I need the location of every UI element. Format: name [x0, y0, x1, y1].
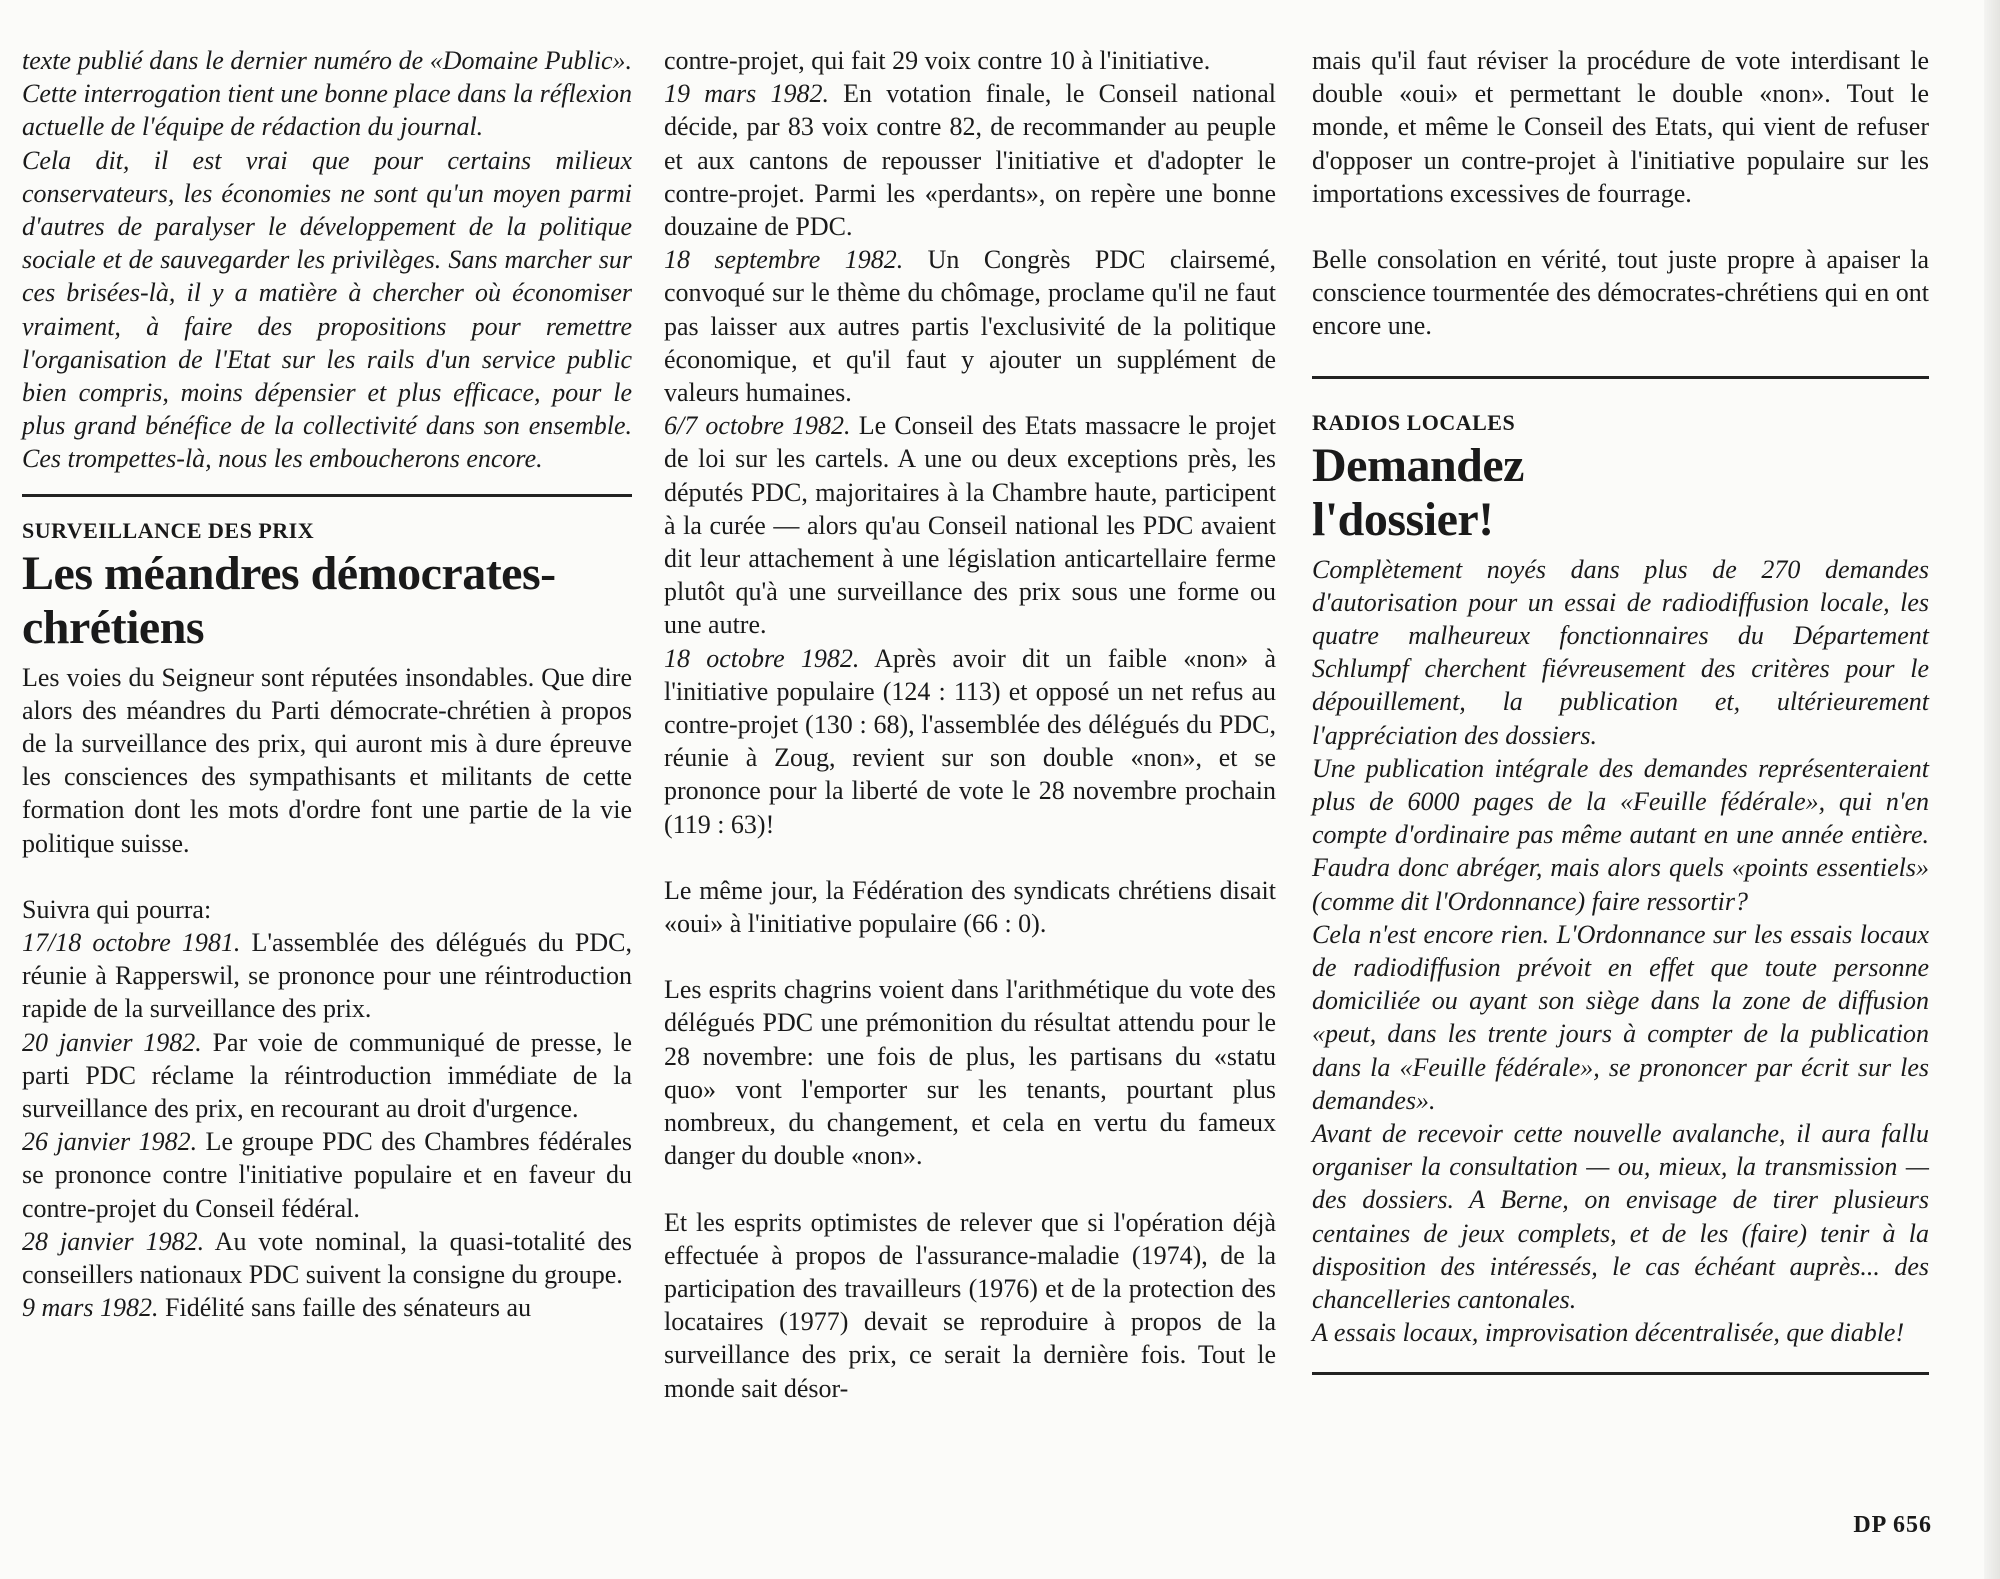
timeline-date: 19 mars 1982. [664, 79, 829, 109]
timeline-text: L'assemblée des délégués du PDC, réunie à Rapperswil, se prononce pour une réintroduction rapide de la surveillance des prix. [22, 928, 633, 1024]
timeline-text: En votation finale, le Conseil national décide, par 83 voix contre 82, de recommander au peuple et aux cantons de repousser l'initiative et d'adopter le contre-projet. Parmi les «perdants», on repère une bonne douzaine de PDC. [664, 79, 1276, 242]
timeline-entry [22, 1125, 632, 1225]
timeline-entry [664, 243, 1276, 409]
timeline-date: 26 janvier 1982. [22, 1127, 198, 1157]
body-paragraph: Belle consolation en vérité, tout juste propre à apaiser la conscience tourmentée des démocrates-chrétiens qui en ont encore une. [1312, 245, 1929, 341]
article-intro: Les voies du Seigneur sont réputées insondables. Que dire alors des méandres du Parti démocrate-chrétien à propos de la surveillance des prix, qui auront mis à dure épreuve les consciences des sympathisants et militants de cette formation dont les mots d'ordre font une partie de la vie politique suisse. [22, 662, 632, 858]
article-paragraph: Cela n'est encore rien. L'Ordonnance sur les essais locaux de radiodiffusion prévoit en effet que toute personne domiciliée ou ayant son siège dans la zone de diffusion «peut, dans les trente jours à compter de la publication dans la «Feuille fédérale», se prononcer par écrit sur les demandes». [1312, 919, 1929, 1115]
timeline-text: Après avoir dit un faible «non» à l'initiative populaire (124 : 113) et opposé un net refus au contre-projet (130 : 68), l'assemblée des délégués du PDC, réunie à Zoug, revient sur son double «non», et se prononce pour la liberté de vote le 28 novembre prochain (119 : 63)! [664, 643, 1276, 839]
column-2 [664, 44, 1276, 1405]
timeline-date: 18 septembre 1982. [664, 245, 904, 275]
timeline-text: Au vote nominal, la quasi-totalité des conseillers nationaux PDC suivent la consigne du groupe. [22, 1226, 632, 1290]
article-paragraph: Avant de recevoir cette nouvelle avalanche, il aura fallu organiser la consultation — ou, mieux, la transmission — des dossiers. A Berne, on envisage de tirer plusieurs centaines de jeux complets, et de les (faire) tenir à la disposition des intéressés, le cas échéant auprès... des chancelleries cantonales. [1312, 1119, 1929, 1315]
timeline-text: Le Conseil des Etats massacre le projet de loi sur les cartels. A une ou deux exceptions près, les députés PDC, majoritaires à la Chambre haute, participent à la curée — alors qu'au Conseil national les PDC avaient dit leur attachement à une législation anticartellaire ferme plutôt qu'à une surveillance des prix sous une forme ou une autre. [664, 411, 1277, 640]
section-divider [1312, 1372, 1929, 1375]
page-edge [1984, 0, 2000, 1579]
timeline-entry [22, 926, 632, 1026]
body-paragraph: Et les esprits optimistes de relever que si l'opération déjà effectuée à propos de l'assurance-maladie (1974), de la participation des travailleurs (1976) et de la protection des locataires (1977) devait se reproduire à propos de la surveillance des prix, ce serait la dernière fois. Tout le monde sait désor- [664, 1207, 1276, 1403]
timeline-text: Fidélité sans faille des sénateurs au [158, 1293, 532, 1323]
body-paragraph: Le même jour, la Fédération des syndicats chrétiens disait «oui» à l'initiative populaire (66 : 0). [664, 875, 1276, 939]
timeline-text: Le groupe PDC des Chambres fédérales se prononce contre l'initiative populaire et en faveur du contre-projet du Conseil fédéral. [22, 1127, 632, 1223]
timeline-text: Par voie de communiqué de presse, le parti PDC réclame la réintroduction immédiate de la surveillance des prix, en recourant au droit d'urgence. [22, 1027, 632, 1124]
body-paragraph: mais qu'il faut réviser la procédure de vote interdisant le double «oui» et permettant le double «non». Tout le monde, et même le Conseil des Etats, qui vient de refuser d'opposer un contre-projet à l'initiative populaire sur les importations excessives de fourrage. [1312, 46, 1929, 208]
article-paragraph: A essais locaux, improvisation décentralisée, que diable! [1312, 1318, 1905, 1348]
timeline-entry [22, 1026, 632, 1126]
article-kicker: SURVEILLANCE DES PRIX [22, 517, 315, 543]
timeline-entry [22, 1291, 632, 1324]
timeline-date: 6/7 octobre 1982. [664, 411, 851, 441]
timeline-entry [664, 409, 1276, 641]
section-divider [22, 494, 632, 497]
timeline-lead: Suivra qui pourra: [22, 894, 212, 924]
page-footer: DP 656 [1853, 1512, 1932, 1538]
editorial-paragraph: Cela dit, il est vrai que pour certains milieux conservateurs, les économies ne sont qu'un moyen parmi d'autres de paralyser le développement de la politique sociale et de sauvegarder les privilèges. Sans marcher sur ces brisées-là, il y a matière à chercher où économiser vraiment, à faire des propositions pour remettre l'organisation de l'Etat sur les rails d'un service public bien compris, moins dépensier et plus efficace, pour le plus grand bénéfice de la collectivité dans son ensemble. Ces trompettes-là, nous les emboucherons encore. [22, 145, 632, 474]
article-paragraph: Une publication intégrale des demandes représenteraient plus de 6000 pages de la «Feuille fédérale», qui n'en compte d'ordinaire pas même autant en une année entière. Faudra donc abréger, mais alors quels «points essentiels» (comme dit l'Ordonnance) faire ressortir? [1312, 753, 1929, 916]
continued-text: contre-projet, qui fait 29 voix contre 10 à l'initiative. [664, 46, 1211, 75]
section-divider [1312, 376, 1929, 379]
column-1 [22, 44, 632, 1325]
timeline-date: 9 mars 1982. [22, 1293, 159, 1323]
article-kicker: RADIOS LOCALES [1312, 409, 1516, 435]
timeline-text: Un Congrès PDC clairsemé, convoqué sur le thème du chômage, proclame qu'il ne faut pas laisser aux autres partis l'exclusivité de la politique économique, et qu'il faut y ajouter un supplément de valeurs humaines. [664, 245, 1276, 408]
timeline-entry [22, 1225, 632, 1291]
timeline-entry [664, 77, 1276, 243]
column-3 [1312, 44, 1929, 1395]
timeline-entry [664, 642, 1276, 841]
timeline-date: 28 janvier 1982. [22, 1226, 205, 1256]
article-paragraph: Complètement noyés dans plus de 270 demandes d'autorisation pour un essai de radiodiffusion locale, les quatre malheureux fonctionnaires du Département Schlumpf cherchent fiévreusement des critères pour le dépouillement, la publication et, ultérieurement l'appréciation des dossiers. [1312, 554, 1929, 750]
editorial-paragraph: texte publié dans le dernier numéro de «Domaine Public». Cette interrogation tient une bonne place dans la réflexion actuelle de l'équipe de rédaction du journal. [22, 46, 632, 142]
article-title: Les méandres démocrates-chrétiens [22, 546, 556, 654]
timeline-date: 18 octobre 1982. [664, 643, 860, 673]
body-paragraph: Les esprits chagrins voient dans l'arithmétique du vote des délégués PDC une prémonition du résultat attendu pour le 28 novembre: une fois de plus, les partisans du «statu quo» vont l'emporter sur les tenants, pourtant plus nombreux, du changement, et cela en vertu du fameux danger du double «non». [664, 975, 1276, 1171]
timeline-date: 20 janvier 1982. [22, 1027, 202, 1057]
timeline-date: 17/18 octobre 1981. [22, 928, 241, 958]
article-title: Demandez l'dossier! [1312, 438, 1524, 546]
